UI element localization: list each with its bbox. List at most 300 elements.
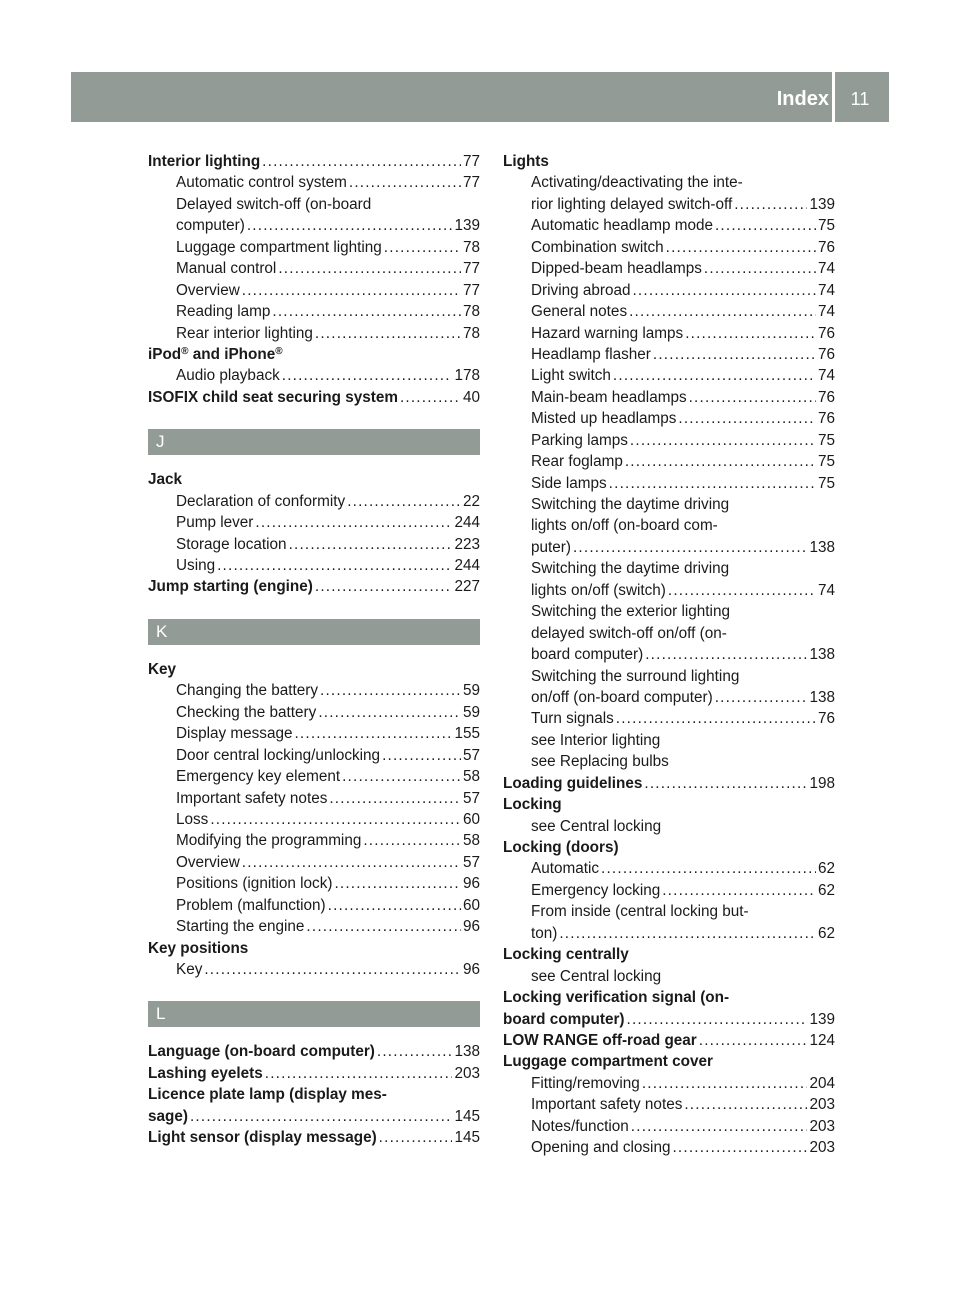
dot-leader [306, 916, 461, 937]
entry-label: Opening and closing [531, 1139, 671, 1157]
index-subentry[interactable] [503, 451, 835, 472]
page-reference[interactable]: 139 [809, 195, 835, 213]
page-reference[interactable]: 124 [809, 1031, 835, 1049]
dot-leader [342, 766, 461, 787]
page-reference[interactable]: 74 [817, 303, 835, 321]
index-subentry[interactable] [503, 258, 835, 279]
dot-leader [631, 1116, 808, 1137]
index-subentry [503, 730, 835, 751]
page-reference[interactable]: 60 [462, 810, 480, 828]
page-reference[interactable]: 78 [462, 238, 480, 256]
page-reference[interactable]: 203 [809, 1117, 835, 1135]
index-subentry [503, 601, 835, 622]
index-subentry[interactable] [148, 723, 480, 744]
index-entry [503, 151, 835, 172]
index-subentry[interactable] [148, 512, 480, 533]
page-reference[interactable]: 75 [817, 453, 835, 471]
dot-leader [320, 680, 461, 701]
index-subentry [503, 966, 835, 987]
entry-label: Luggage compartment lighting [176, 238, 382, 256]
dot-leader [684, 1094, 807, 1115]
index-subentry[interactable] [148, 301, 480, 322]
index-entry [503, 987, 835, 1008]
dot-leader [699, 1030, 808, 1051]
entry-label: Reading lamp [176, 303, 271, 321]
entry-label: Important safety notes [531, 1096, 683, 1114]
entry-label: iPod® and iPhone® [148, 345, 283, 363]
page-reference[interactable]: 57 [462, 789, 480, 807]
index-entry[interactable] [148, 1106, 480, 1127]
entry-label: Switching the daytime driving [531, 496, 730, 513]
index-entry [503, 837, 835, 858]
dot-leader [382, 745, 461, 766]
dot-leader [318, 702, 461, 723]
page-reference[interactable]: 223 [454, 535, 480, 553]
index-subentry[interactable] [148, 916, 480, 937]
page-reference[interactable]: 74 [817, 260, 835, 278]
index-entry [148, 938, 480, 959]
entry-label: Automatic [531, 860, 600, 878]
index-subentry [503, 901, 835, 922]
page-reference[interactable]: 155 [454, 725, 480, 743]
index-entry [148, 1084, 480, 1105]
index-entry[interactable] [503, 773, 835, 794]
index-subentry[interactable] [503, 408, 835, 429]
page-reference[interactable]: 74 [817, 581, 835, 599]
index-subentry[interactable] [503, 687, 835, 708]
index-subentry[interactable] [148, 745, 480, 766]
page-reference[interactable]: 60 [462, 896, 480, 914]
index-subentry[interactable] [503, 280, 835, 301]
entry-label: Turn signals [531, 710, 614, 728]
index-subentry[interactable] [503, 344, 835, 365]
entry-label: Problem (malfunction) [176, 896, 326, 914]
page-reference[interactable]: 75 [817, 431, 835, 449]
page-reference[interactable]: 57 [462, 853, 480, 871]
entry-label: General notes [531, 303, 628, 321]
dot-leader [242, 280, 461, 301]
index-entry[interactable] [148, 1041, 480, 1062]
entry-label: Hazard warning lamps [531, 324, 684, 342]
entry-label: Loss [176, 810, 209, 828]
index-subentry[interactable] [148, 852, 480, 873]
page-reference[interactable]: 139 [454, 217, 480, 235]
page-reference[interactable]: 77 [462, 153, 480, 170]
page-reference[interactable]: 78 [462, 303, 480, 321]
entry-label: Main-beam headlamps [531, 388, 687, 406]
page-reference[interactable]: 96 [462, 918, 480, 936]
page-reference[interactable]: 76 [817, 324, 835, 342]
entry-label: Combination switch [531, 238, 664, 256]
entry-label: Light sensor (display message) [148, 1129, 377, 1147]
index-subentry[interactable] [503, 215, 835, 236]
entry-label: Locking verification signal (on- [503, 989, 730, 1007]
entry-label: computer) [176, 217, 245, 235]
dot-leader [217, 555, 452, 576]
entry-label: Licence plate lamp (display mes- [148, 1086, 387, 1104]
index-subentry[interactable] [503, 1073, 835, 1094]
entry-label: Switching the daytime driving [531, 560, 730, 578]
index-entry[interactable] [148, 1127, 480, 1148]
entry-label: Misted up headlamps [531, 410, 677, 428]
index-subentry[interactable] [503, 537, 835, 558]
dot-leader [255, 512, 452, 533]
index-subentry[interactable] [148, 323, 480, 344]
index-subentry[interactable] [148, 895, 480, 916]
page-reference[interactable]: 227 [454, 578, 480, 596]
entry-label: Changing the battery [176, 682, 319, 700]
entry-label: Delayed switch-off (on-board [176, 195, 372, 213]
dot-leader [609, 473, 816, 494]
entry-label: Fitting/removing [531, 1074, 640, 1092]
entry-label: Notes/function [531, 1117, 629, 1135]
dot-leader [210, 809, 461, 830]
dot-leader [315, 576, 453, 597]
index-subentry [503, 751, 835, 772]
dot-leader [278, 258, 461, 279]
entry-label: Important safety notes [176, 789, 328, 807]
entry-label: Language (on-board computer) [148, 1043, 375, 1061]
entry-label: Switching the surround lighting [531, 667, 740, 685]
dot-leader [734, 194, 807, 215]
page-reference[interactable]: 96 [462, 875, 480, 893]
page-reference[interactable]: 145 [454, 1107, 480, 1125]
index-entry[interactable] [148, 1063, 480, 1084]
entry-label: Headlamp flasher [531, 345, 651, 363]
entry-label: Audio playback [176, 367, 280, 385]
page-reference[interactable]: 62 [817, 881, 835, 899]
entry-label: Luggage compartment cover [503, 1053, 713, 1071]
index-entry[interactable] [503, 1009, 835, 1030]
index-subentry[interactable] [503, 301, 835, 322]
page-reference[interactable]: 62 [817, 924, 835, 942]
index-subentry[interactable] [148, 491, 480, 512]
index-subentry[interactable] [503, 644, 835, 665]
entry-label: Starting the engine [176, 918, 305, 936]
page-reference[interactable]: 62 [817, 860, 835, 878]
index-subentry [503, 172, 835, 193]
page-reference[interactable]: 77 [462, 281, 480, 299]
letter-heading: K [148, 619, 480, 645]
entry-label: Light switch [531, 367, 611, 385]
index-column-left [148, 151, 480, 1149]
dot-leader [715, 687, 808, 708]
index-subentry[interactable] [148, 766, 480, 787]
entry-label: Key [176, 961, 203, 978]
page-number: 11 [850, 89, 870, 109]
page-reference[interactable]: 203 [809, 1139, 835, 1157]
dot-leader [645, 644, 807, 665]
entry-label: Rear interior lighting [176, 324, 313, 342]
entry-label: lights on/off (switch) [531, 581, 666, 599]
index-subentry[interactable] [503, 323, 835, 344]
entry-label: Dipped-beam headlamps [531, 260, 702, 278]
entry-label: Lights [503, 153, 549, 170]
index-subentry[interactable] [503, 365, 835, 386]
dot-leader [294, 723, 452, 744]
page-reference[interactable]: 96 [462, 961, 480, 978]
index-subentry[interactable] [503, 473, 835, 494]
dot-leader [247, 215, 453, 236]
index-entry [148, 659, 480, 680]
dot-leader [265, 1063, 453, 1084]
entry-label: ton) [531, 924, 558, 942]
entry-label: lights on/off (on-board com- [531, 517, 718, 535]
index-subentry[interactable] [503, 387, 835, 408]
entry-label: Locking (doors) [503, 839, 619, 856]
dot-leader [315, 323, 461, 344]
entry-label: Loading guidelines [503, 774, 643, 792]
dot-leader [334, 873, 461, 894]
page-reference[interactable]: 22 [462, 492, 480, 510]
entry-label: Key positions [148, 939, 249, 957]
page-reference[interactable]: 198 [809, 774, 835, 792]
index-subentry[interactable] [148, 809, 480, 830]
entry-label: board computer) [531, 646, 644, 664]
header-divider [832, 72, 835, 122]
index-subentry[interactable] [148, 280, 480, 301]
index-entry[interactable] [503, 1030, 835, 1051]
dot-leader [704, 258, 816, 279]
page-reference[interactable]: 57 [462, 746, 480, 764]
page-reference[interactable]: 75 [817, 217, 835, 235]
page-reference[interactable]: 75 [817, 474, 835, 492]
page-reference[interactable]: 58 [462, 768, 480, 786]
index-subentry [503, 515, 835, 536]
index-entry[interactable] [148, 576, 480, 597]
index-subentry [503, 623, 835, 644]
page-reference[interactable]: 78 [462, 324, 480, 342]
dot-leader [573, 537, 808, 558]
index-column-right [503, 151, 835, 1159]
index-subentry[interactable] [148, 830, 480, 851]
entry-label: Key [148, 660, 177, 678]
page-reference[interactable]: 138 [809, 646, 835, 664]
index-subentry[interactable] [148, 258, 480, 279]
entry-label: see Central locking [531, 817, 662, 835]
index-entry [503, 944, 835, 965]
page-reference[interactable]: 77 [462, 260, 480, 278]
entry-label: Overview [176, 281, 240, 299]
entry-label: From inside (central locking but- [531, 903, 749, 921]
dot-leader [379, 1127, 453, 1148]
entry-label: ISOFIX child seat securing system [148, 388, 398, 406]
dot-leader [384, 237, 461, 258]
entry-label: Checking the battery [176, 703, 317, 721]
page-reference[interactable]: 138 [809, 688, 835, 706]
entry-label: puter) [531, 538, 571, 556]
entry-label: see Replacing bulbs [531, 753, 669, 771]
page-reference[interactable]: 76 [817, 345, 835, 363]
index-subentry[interactable] [503, 880, 835, 901]
dot-leader [363, 830, 461, 851]
page-reference[interactable]: 203 [809, 1096, 835, 1114]
page-reference[interactable]: 76 [817, 238, 835, 256]
page-title: Index [776, 88, 829, 110]
entry-label: Driving abroad [531, 281, 631, 299]
page-reference[interactable]: 138 [809, 538, 835, 556]
entry-label: see Interior lighting [531, 731, 661, 749]
entry-label: Lashing eyelets [148, 1064, 263, 1082]
entry-label: Jump starting (engine) [148, 578, 313, 596]
index-subentry [148, 194, 480, 215]
entry-label: rior lighting delayed switch-off [531, 195, 733, 213]
entry-label: see Central locking [531, 967, 662, 985]
dot-leader [601, 858, 816, 879]
dot-leader [689, 387, 816, 408]
page-reference[interactable]: 138 [454, 1043, 480, 1061]
index-subentry [503, 494, 835, 515]
entry-label: Locking [503, 796, 562, 814]
entry-label: Automatic headlamp mode [531, 217, 713, 235]
dot-leader [204, 959, 461, 980]
entry-label: Modifying the programming [176, 832, 362, 850]
page-reference[interactable]: 76 [817, 388, 835, 406]
page-reference[interactable]: 77 [462, 174, 480, 192]
entry-label: Emergency key element [176, 768, 341, 786]
entry-label: Activating/deactivating the inte- [531, 174, 743, 192]
index-subentry[interactable] [148, 237, 480, 258]
page-reference[interactable]: 40 [462, 388, 480, 406]
entry-label: Storage location [176, 535, 287, 553]
entry-label: Locking centrally [503, 946, 629, 964]
entry-label: Pump lever [176, 514, 254, 532]
entry-label: Emergency locking [531, 881, 661, 899]
index-subentry[interactable] [503, 708, 835, 729]
dot-leader [329, 788, 461, 809]
entry-label: Declaration of conformity [176, 492, 346, 510]
index-entry [503, 1051, 835, 1072]
index-subentry[interactable] [148, 365, 480, 386]
index-entry [148, 469, 480, 490]
entry-label: Door central locking/unlocking [176, 746, 381, 764]
entry-label: Rear foglamp [531, 453, 623, 471]
entry-label: Interior lighting [148, 153, 261, 170]
index-subentry[interactable] [148, 215, 480, 236]
index-entry[interactable] [148, 387, 480, 408]
index-subentry[interactable] [148, 959, 480, 980]
page-reference[interactable]: 244 [454, 557, 480, 574]
index-subentry [503, 666, 835, 687]
page-reference[interactable]: 145 [454, 1129, 480, 1147]
dot-leader [616, 708, 816, 729]
entry-label: Overview [176, 853, 240, 871]
dot-leader [613, 365, 816, 386]
index-subentry[interactable] [148, 873, 480, 894]
dot-leader [272, 301, 461, 322]
letter-heading: J [148, 429, 480, 455]
dot-leader [262, 151, 461, 172]
dot-leader [644, 773, 807, 794]
index-subentry[interactable] [503, 580, 835, 601]
index-subentry[interactable] [503, 194, 835, 215]
entry-label: Side lamps [531, 474, 607, 492]
index-subentry[interactable] [503, 1137, 835, 1158]
entry-label: on/off (on-board computer) [531, 688, 713, 706]
page-reference[interactable]: 139 [809, 1010, 835, 1028]
page-reference[interactable]: 178 [454, 367, 480, 385]
dot-leader [629, 301, 816, 322]
index-entry [503, 794, 835, 815]
index-subentry[interactable] [148, 555, 480, 576]
entry-label: Manual control [176, 260, 277, 278]
dot-leader [190, 1106, 453, 1127]
entry-label: LOW RANGE off-road gear [503, 1031, 697, 1049]
dot-leader [662, 880, 816, 901]
dot-leader [559, 923, 816, 944]
entry-label: Using [176, 557, 216, 574]
dot-leader [328, 895, 461, 916]
dot-leader [242, 852, 461, 873]
page-reference[interactable]: 74 [817, 281, 835, 299]
index-subentry[interactable] [148, 534, 480, 555]
index-subentry[interactable] [503, 237, 835, 258]
entry-label: Display message [176, 725, 293, 743]
page-reference[interactable]: 76 [817, 410, 835, 428]
page-reference[interactable]: 203 [454, 1064, 480, 1082]
page-reference[interactable]: 204 [809, 1074, 835, 1092]
index-subentry[interactable] [148, 680, 480, 701]
dot-leader [377, 1041, 453, 1062]
entry-label: board computer) [503, 1010, 625, 1028]
index-subentry[interactable] [148, 788, 480, 809]
dot-leader [653, 344, 816, 365]
dot-leader [632, 280, 816, 301]
index-subentry[interactable] [503, 923, 835, 944]
page-reference[interactable]: 59 [462, 682, 480, 700]
dot-leader [349, 172, 461, 193]
dot-leader [627, 1009, 808, 1030]
index-subentry[interactable] [503, 430, 835, 451]
dot-leader [685, 323, 816, 344]
dot-leader [666, 237, 816, 258]
page-reference[interactable]: 76 [817, 710, 835, 728]
dot-leader [668, 580, 816, 601]
index-subentry[interactable] [148, 172, 480, 193]
index-subentry[interactable] [503, 1094, 835, 1115]
index-subentry[interactable] [503, 1116, 835, 1137]
dot-leader [289, 534, 453, 555]
dot-leader [630, 430, 816, 451]
entry-label: Switching the exterior lighting [531, 603, 730, 621]
dot-leader [672, 1137, 807, 1158]
dot-leader [400, 387, 461, 408]
letter-heading: L [148, 1001, 480, 1027]
entry-label: Automatic control system [176, 174, 347, 192]
page-reference[interactable]: 59 [462, 703, 480, 721]
dot-leader [678, 408, 816, 429]
index-entry[interactable] [148, 151, 480, 172]
entry-label: delayed switch-off on/off (on- [531, 624, 727, 642]
page-reference[interactable]: 244 [454, 514, 480, 532]
dot-leader [715, 215, 816, 236]
entry-label: sage) [148, 1107, 188, 1125]
index-subentry[interactable] [148, 702, 480, 723]
entry-label: Jack [148, 471, 183, 489]
index-subentry [503, 558, 835, 579]
dot-leader [625, 451, 816, 472]
dot-leader [282, 365, 453, 386]
page-reference[interactable]: 58 [462, 832, 480, 850]
dot-leader [642, 1073, 808, 1094]
index-subentry [503, 816, 835, 837]
index-entry [148, 344, 480, 365]
index-subentry[interactable] [503, 858, 835, 879]
dot-leader [347, 491, 461, 512]
entry-label: Positions (ignition lock) [176, 875, 333, 893]
entry-label: Parking lamps [531, 431, 628, 449]
page-reference[interactable]: 74 [817, 367, 835, 385]
